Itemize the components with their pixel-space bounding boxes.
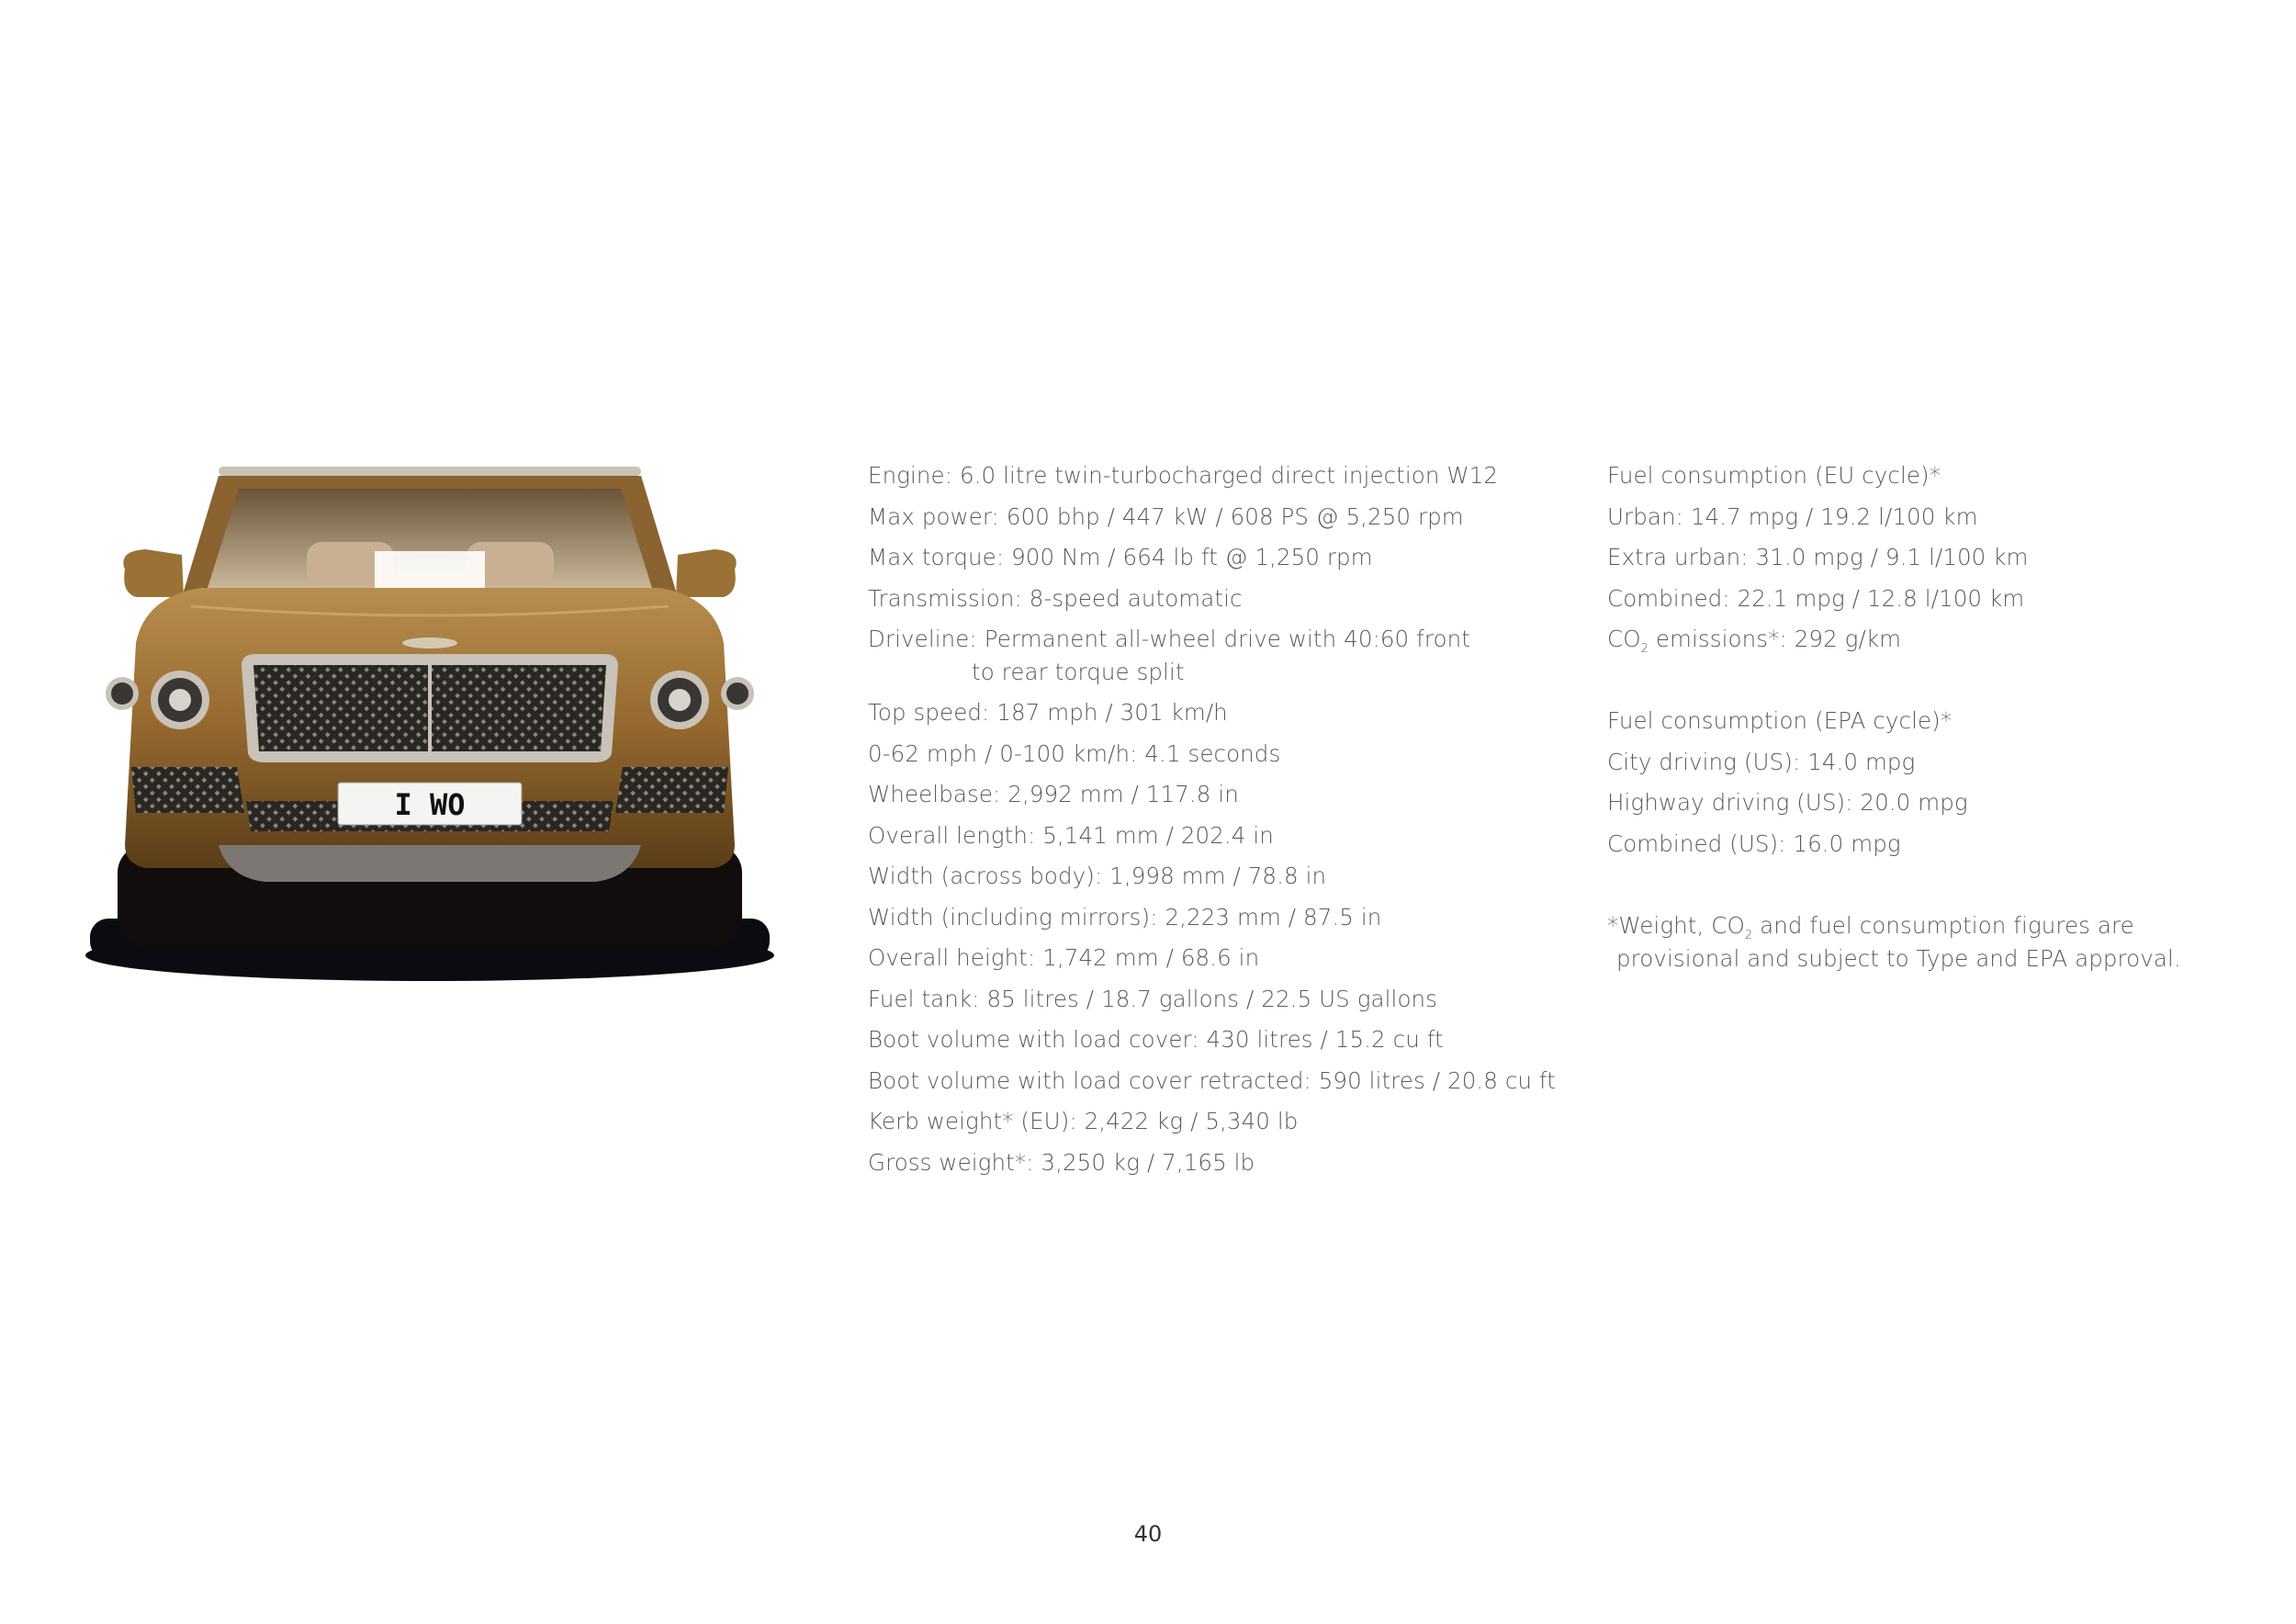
- spec-kerb-weight: Kerb weight* (EU): 2,422 kg / 5,340 lb: [868, 1108, 1299, 1134]
- fuel-eu-heading: Fuel consumption (EU cycle)*: [1607, 462, 1941, 489]
- page-number: 40: [1133, 1521, 1163, 1547]
- car-front-image: [81, 459, 779, 992]
- spec-boot-volume: Boot volume with load cover: 430 litres / 15.2 cu ft: [868, 1026, 1444, 1053]
- fuel-eu-urban: Urban: 14.7 mpg / 19.2 l/100 km: [1607, 502, 1978, 530]
- fuel-epa-combined: Combined (US): 16.0 mpg: [1607, 829, 1901, 857]
- spec-top-speed: Top speed: 187 mph / 301 km/h: [868, 699, 1228, 726]
- fuel-epa-city: City driving (US): 14.0 mpg: [1607, 748, 1916, 775]
- fuel-eu-extra-urban: Extra urban: 31.0 mpg / 9.1 l/100 km: [1607, 544, 2029, 570]
- spec-overall-length: Overall length: 5,141 mm / 202.4 in: [868, 821, 1274, 849]
- footnote: *Weight, $CO_2$ and fuel consumption figures are provisional and subject to Type and EPA approval.: [1607, 911, 2181, 972]
- spec-max-torque: Max torque: 900 Nm / 664 lb ft @ 1,250 rpm: [868, 544, 1373, 570]
- spec-fuel-tank: Fuel tank: 85 litres / 18.7 gallons / 22.5 US gallons: [868, 985, 1438, 1012]
- spec-engine: Engine: 6.0 litre twin-turbocharged direct injection W12: [868, 462, 1499, 489]
- fuel-epa-highway: Highway driving (US): 20.0 mpg: [1607, 789, 1968, 816]
- fuel-eu-co2: $CO_2$ emissions*: 292 g/km: [1607, 626, 1902, 656]
- spec-acceleration: 0-62 mph / 0-100 km/h: 4.1 seconds: [868, 739, 1281, 767]
- spec-max-power: Max power: 600 bhp / 447 kW / 608 PS @ 5,250 rpm: [868, 502, 1464, 530]
- fuel-eu-combined: Combined: 22.1 mpg / 12.8 l/100 km: [1607, 584, 2025, 612]
- spec-driveline: Driveline: Permanent all-wheel drive with 40:60 front to rear torque split: [868, 626, 1470, 685]
- fuel-consumption-column: [1607, 456, 2250, 976]
- fuel-epa-heading: Fuel consumption (EPA cycle)*: [1607, 707, 1953, 734]
- number-plate-text: I WO: [394, 787, 466, 822]
- spec-wheelbase: Wheelbase: 2,992 mm / 117.8 in: [868, 781, 1239, 807]
- spec-boot-volume-retracted: Boot volume with load cover retracted: 590 litres / 20.8 cu ft: [868, 1066, 1556, 1094]
- spec-width-mirrors: Width (including mirrors): 2,223 mm / 87.5 in: [868, 903, 1382, 930]
- spec-overall-height: Overall height: 1,742 mm / 68.6 in: [868, 944, 1260, 971]
- spec-transmission: Transmission: 8-speed automatic: [868, 584, 1243, 612]
- spec-width-body: Width (across body): 1,998 mm / 78.8 in: [868, 863, 1327, 889]
- spec-gross-weight: Gross weight*: 3,250 kg / 7,165 lb: [868, 1148, 1255, 1176]
- specifications-column: [868, 456, 1584, 1183]
